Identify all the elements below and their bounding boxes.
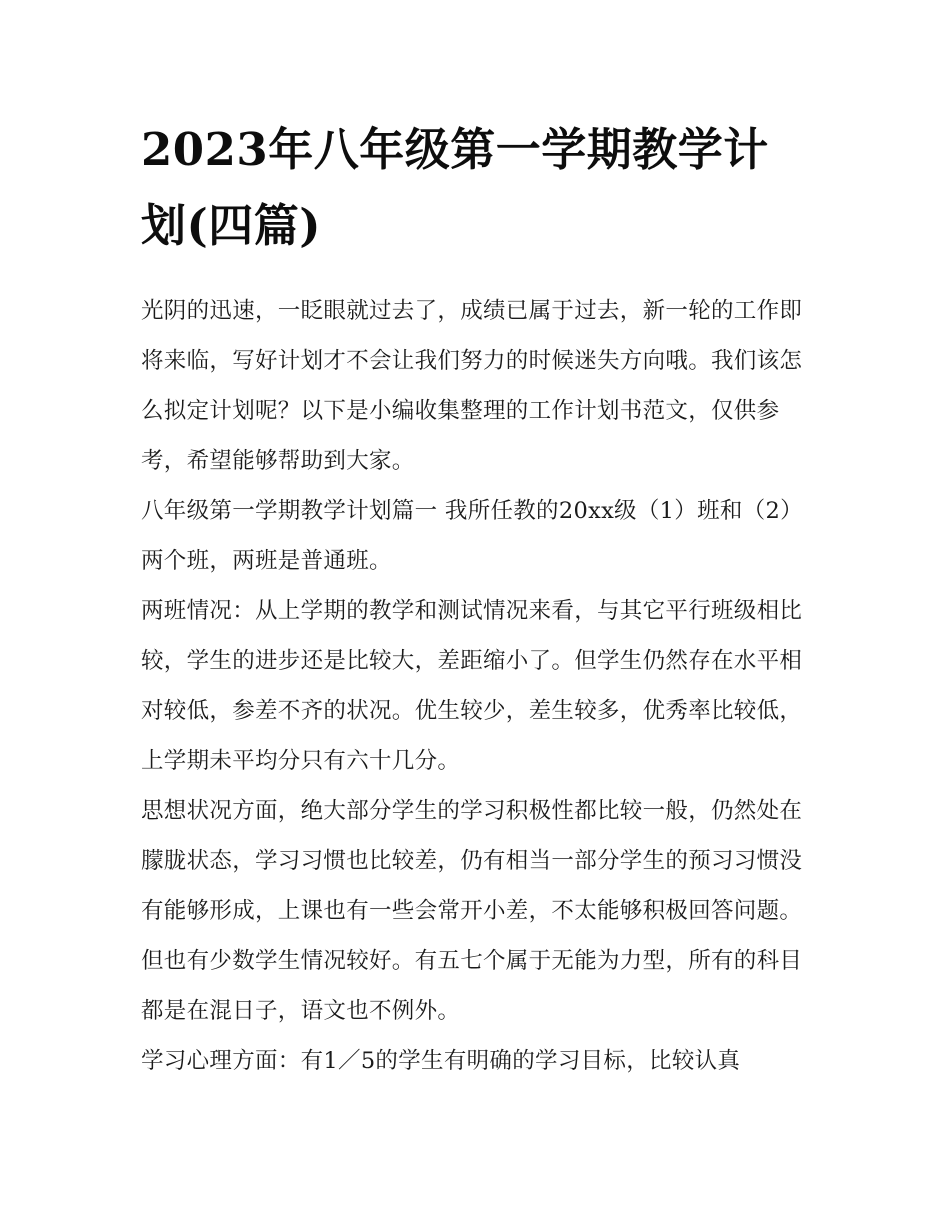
paragraph-class-situation: 两班情况：从上学期的教学和测试情况来看，与其它平行班级相比较，学生的进步还是比较大，差距缩小了。但学生仍然存在水平相对较低，参差不齐的状况。优生较少，差生较多，优秀率比较低，上学期未平均分只有六十几分。 [141, 598, 803, 774]
paragraph-thinking-status: 思想状况方面，绝大部分学生的学习积极性都比较一般，仍然处在朦胧状态，学习习惯也比较差，仍有相当一部分学生的预习习惯没有能够形成，上课也有一些会常开小差，不太能够积极回答问题。但也有少数学生情况较好。有五七个属于无能为力型，所有的科目都是在混日子，语文也不例外。 [141, 798, 803, 1024]
document-page [141, 112, 813, 1086]
document-title: 2023年八年级第一学期教学计划(四篇) [141, 123, 769, 252]
paragraph-plan-one: 八年级第一学期教学计划篇一 我所任教的20xx级（1）班和（2）两个班，两班是普通班。 [141, 498, 803, 574]
document-body [141, 286, 813, 1086]
paragraph-intro: 光阴的迅速，一眨眼就过去了，成绩已属于过去，新一轮的工作即将来临，写好计划才不会让我们努力的时候迷失方向哦。我们该怎么拟定计划呢？以下是小编收集整理的工作计划书范文，仅供参考，希望能够帮助到大家。 [141, 298, 803, 474]
paragraph-learning-psychology: 学习心理方面：有1／5的学生有明确的学习目标，比较认真 [141, 1048, 741, 1074]
